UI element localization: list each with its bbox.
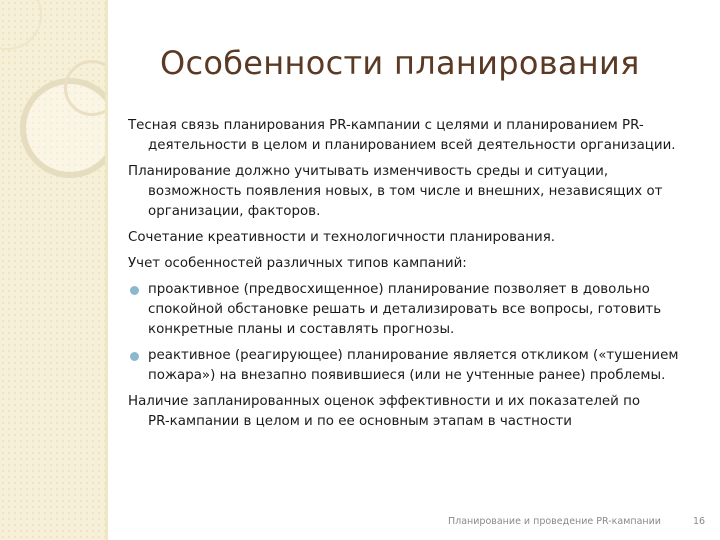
band-edge <box>105 0 108 540</box>
slide-body <box>128 116 698 438</box>
slide-footer: Планирование и проведение PR-кампании <box>448 516 661 527</box>
paragraph-2-first: Планирование должно учитывать изменчивость среды и ситуации, <box>128 164 609 179</box>
paragraph-1-rest: деятельности в целом и планированием всей деятельности организации. <box>148 138 676 153</box>
closing-rest: PR-кампании в целом и по ее основным этапам в частности <box>148 414 572 429</box>
paragraph-2 <box>128 162 698 222</box>
closing-first: Наличие запланированных оценок эффективности и их показателей по <box>128 394 641 409</box>
paragraph-4 <box>128 254 698 274</box>
paragraph-closing <box>128 392 698 432</box>
page-number: 16 <box>693 516 706 527</box>
paragraph-3-text: Сочетание креативности и технологичности планирования. <box>128 230 556 245</box>
bullet-text: проактивное (предвосхищенное) планирование позволяет в довольно спокойной обстановке решать и детализировать все вопросы, готовить конкретные планы и составлять прогнозы. <box>148 282 662 337</box>
paragraph-4-text: Учет особенностей различных типов кампаний: <box>128 256 467 271</box>
bullet-dot-icon <box>130 352 139 361</box>
bullet-dot-icon <box>130 286 139 295</box>
bullet-item-proactive <box>128 280 698 340</box>
paragraph-2-rest: возможность появления новых, в том числе и внешних, независящих от организации, факторов. <box>148 184 663 219</box>
paragraph-1 <box>128 116 698 156</box>
slide-title: Особенности планирования <box>160 44 640 82</box>
paragraph-1-first: Тесная связь планирования PR-кампании с целями и планированием PR- <box>128 118 644 133</box>
bullet-text: реактивное (реагирующее) планирование является откликом («тушением пожара») на внезапно появившиеся (или не учтенные ранее) проблемы. <box>148 348 679 383</box>
decorative-side-band <box>0 0 108 540</box>
paragraph-3 <box>128 228 698 248</box>
bullet-item-reactive <box>128 346 698 386</box>
